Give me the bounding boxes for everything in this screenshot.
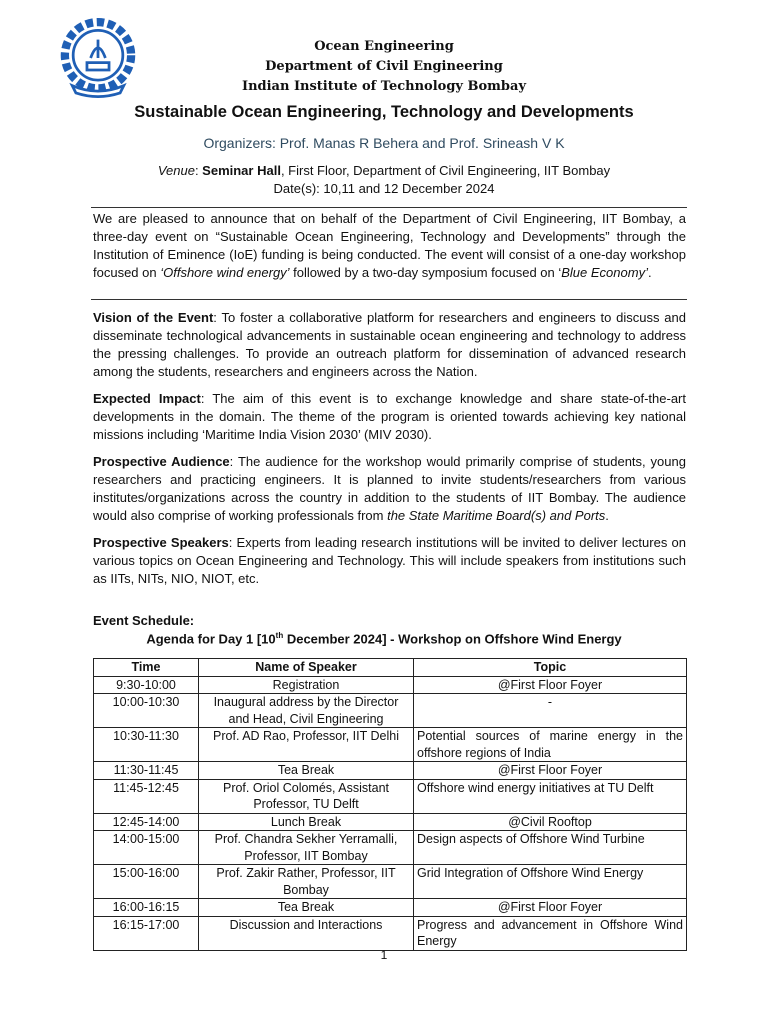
cell-time: 11:45-12:45 <box>94 779 199 813</box>
cell-speaker: Prof. Chandra Sekher Yerramalli, Professor, IIT Bombay <box>199 831 414 865</box>
header-line-department: Department of Civil Engineering <box>265 59 503 74</box>
text-run: . <box>647 265 652 280</box>
cell-time: 9:30-10:00 <box>94 676 199 694</box>
cell-speaker: Discussion and Interactions <box>199 916 414 950</box>
divider-top <box>91 207 687 208</box>
agenda-sup: th <box>275 631 284 640</box>
cell-time: 15:00-16:00 <box>94 865 199 899</box>
venue <box>0 163 768 178</box>
cell-topic: @Civil Rooftop <box>414 813 687 831</box>
table-row <box>94 899 687 917</box>
venue-sep: : <box>194 163 203 178</box>
venue-location: , First Floor, Department of Civil Engineering, IIT Bombay <box>280 163 611 178</box>
cell-topic: Potential sources of marine energy in the offshore regions of India <box>414 728 687 762</box>
agenda-heading <box>0 631 768 646</box>
cell-time: 11:30-11:45 <box>94 762 199 780</box>
cell-time: 10:30-11:30 <box>94 728 199 762</box>
schedule-table <box>93 658 687 951</box>
table-header-row <box>94 659 687 677</box>
column-header-speaker: Name of Speaker <box>199 659 414 677</box>
cell-time: 16:15-17:00 <box>94 916 199 950</box>
section-label: Prospective Audience <box>93 454 230 469</box>
cell-speaker: Prof. Zakir Rather, Professor, IIT Bombay <box>199 865 414 899</box>
cell-speaker: Prof. Oriol Colomés, Assistant Professor, TU Delft <box>199 779 414 813</box>
cell-speaker: Tea Break <box>199 899 414 917</box>
cell-speaker: Registration <box>199 676 414 694</box>
section-label: Expected Impact <box>93 391 201 406</box>
table-row <box>94 831 687 865</box>
table-row <box>94 813 687 831</box>
text-run: : To foster a collaborative platform for researchers and engineers to discuss and disseminate technological advancements in sustainable ocean engineering and technology to address the pressing challenges. To provide an outreach platform for dissemination of advanced research among the students, researchers and engineers across the Nation. <box>93 310 686 379</box>
section-paragraph <box>93 309 686 381</box>
text-run: : Experts from leading research institutions will be invited to deliver lectures on various topics on Ocean Engineering and Technology. This will include speakers from institutions such as IITs, NITs, NIO, NIOT, etc. <box>93 535 686 586</box>
emphasis-text: Blue Economy’ <box>561 265 648 280</box>
cell-speaker: Inaugural address by the Director and Head, Civil Engineering <box>199 694 414 728</box>
agenda-pre: Agenda for Day 1 [10 <box>146 631 276 647</box>
cell-time: 16:00-16:15 <box>94 899 199 917</box>
venue-hall: Seminar Hall <box>202 163 281 178</box>
text-run: : The audience for the workshop would primarily comprise of students, young researchers and practicing engineers. It is planned to invite students/researchers from various institutes/organizations across the country in addition to the students of IIT Bombay. The audience would also comprise of working professionals from <box>93 454 686 523</box>
cell-topic: @First Floor Foyer <box>414 899 687 917</box>
page-number: 1 <box>380 948 388 962</box>
table-row <box>94 779 687 813</box>
cell-time: 10:00-10:30 <box>94 694 199 728</box>
cell-topic: Progress and advancement in Offshore Wind Energy <box>414 916 687 950</box>
description-sections <box>93 309 686 597</box>
header-line-institute: Indian Institute of Technology Bombay <box>241 79 526 94</box>
cell-speaker: Lunch Break <box>199 813 414 831</box>
cell-topic: Grid Integration of Offshore Wind Energy <box>414 865 687 899</box>
section-paragraph <box>93 390 686 444</box>
event-schedule-heading: Event Schedule: <box>93 613 195 628</box>
event-dates: Date(s): 10,11 and 12 December 2024 <box>273 181 495 196</box>
column-header-topic: Topic <box>414 659 687 677</box>
column-header-time: Time <box>94 659 199 677</box>
table-row <box>94 762 687 780</box>
cell-speaker: Tea Break <box>199 762 414 780</box>
section-paragraph <box>93 453 686 525</box>
table-row <box>94 865 687 899</box>
venue-label: Venue <box>157 163 195 178</box>
cell-speaker: Prof. AD Rao, Professor, IIT Delhi <box>199 728 414 762</box>
divider-bottom <box>91 299 687 300</box>
section-label: Prospective Speakers <box>93 535 229 550</box>
emphasis-text: ‘Offshore wind energy’ <box>160 265 290 280</box>
text-run: We are pleased to announce that on behalf of the Department of Civil Engineering, IIT Bombay, a three-day event on “Sustainable Ocean Engineering, Technology and Developments” through the Institution of Eminence (IoE) funding is being conducted. The event will consist of a one-day workshop focused on <box>93 211 686 280</box>
cell-topic: - <box>414 694 687 728</box>
header-line-ocean-engineering: Ocean Engineering <box>314 39 454 54</box>
agenda-post: December 2024] - Workshop on Offshore Wind Energy <box>283 631 622 647</box>
cell-time: 12:45-14:00 <box>94 813 199 831</box>
table-row <box>94 916 687 950</box>
cell-topic: @First Floor Foyer <box>414 762 687 780</box>
cell-topic: Offshore wind energy initiatives at TU Delft <box>414 779 687 813</box>
cell-topic: @First Floor Foyer <box>414 676 687 694</box>
organizers: Organizers: Prof. Manas R Behera and Prof. Srineash V K <box>203 135 565 151</box>
table-row <box>94 676 687 694</box>
text-run: . <box>605 508 609 523</box>
text-run: followed by a two-day symposium focused on ‘ <box>289 265 562 280</box>
intro-paragraph <box>93 210 686 282</box>
section-label: Vision of the Event <box>93 310 214 325</box>
cell-topic: Design aspects of Offshore Wind Turbine <box>414 831 687 865</box>
intro-section <box>93 210 686 291</box>
section-paragraph <box>93 534 686 588</box>
cell-time: 14:00-15:00 <box>94 831 199 865</box>
table-row <box>94 728 687 762</box>
emphasis-text: the State Maritime Board(s) and Ports <box>387 508 606 523</box>
text-run: : The aim of this event is to exchange knowledge and share state-of-the-art developments in the domain. The theme of the program is oriented towards achieving key national missions including ‘Maritime India Vision 2030’ (MIV 2030). <box>93 391 686 442</box>
document-title: Sustainable Ocean Engineering, Technology and Developments <box>134 103 634 121</box>
table-row <box>94 694 687 728</box>
